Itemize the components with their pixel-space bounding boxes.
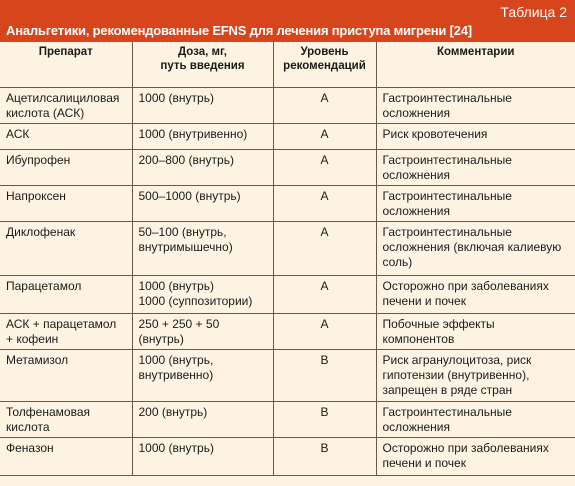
table-head-row — [0, 42, 575, 88]
table-body — [0, 88, 575, 476]
dose-cell: 200 (внутрь) — [132, 402, 273, 438]
level-cell: B — [273, 402, 376, 438]
drug-cell: АСК — [0, 124, 132, 150]
dose-cell: 1000 (внутривенно) — [132, 124, 273, 150]
level-cell: A — [273, 314, 376, 350]
drug-cell: АСК + парацетамол + кофеин — [0, 314, 132, 350]
column-header-drug: Препарат — [0, 42, 132, 88]
table-row — [0, 88, 575, 124]
table-number: Таблица 2 — [500, 4, 567, 20]
drug-cell: Феназон — [0, 438, 132, 476]
comment-cell: Гастроинтестинальные осложнения — [376, 150, 575, 186]
drug-cell: Толфенамовая кислота — [0, 402, 132, 438]
comment-cell: Гастроинтестинальные осложнения — [376, 88, 575, 124]
comment-cell: Гастроинтестинальные осложнения (включая калиевую соль) — [376, 222, 575, 276]
column-header-comment: Комментарии — [376, 42, 575, 88]
comment-cell: Гастроинтестинальные осложнения — [376, 186, 575, 222]
dose-cell: 1000 (внутрь) 1000 (суппозитории) — [132, 276, 273, 314]
table-title: Анальгетики, рекомендованные EFNS для лечения приступа мигрени [24] — [6, 23, 472, 38]
drug-cell: Диклофенак — [0, 222, 132, 276]
comment-cell: Побочные эффекты компонентов — [376, 314, 575, 350]
drug-cell: Парацетамол — [0, 276, 132, 314]
dose-cell: 250 + 250 + 50 (внутрь) — [132, 314, 273, 350]
level-cell: A — [273, 186, 376, 222]
table-row — [0, 124, 575, 150]
table-row — [0, 314, 575, 350]
drug-cell: Ибупрофен — [0, 150, 132, 186]
table-row — [0, 402, 575, 438]
level-cell: A — [273, 88, 376, 124]
table-row — [0, 350, 575, 402]
drug-cell: Напроксен — [0, 186, 132, 222]
dose-cell: 1000 (внутрь, внутривенно) — [132, 350, 273, 402]
dose-cell: 500–1000 (внутрь) — [132, 186, 273, 222]
level-cell: A — [273, 222, 376, 276]
dose-cell: 200–800 (внутрь) — [132, 150, 273, 186]
level-cell: B — [273, 438, 376, 476]
column-header-dose: Доза, мг, путь введения — [132, 42, 273, 88]
dose-cell: 1000 (внутрь) — [132, 438, 273, 476]
drug-cell: Ацетилсалициловая кислота (АСК) — [0, 88, 132, 124]
table-row — [0, 150, 575, 186]
level-cell: B — [273, 350, 376, 402]
comment-cell: Осторожно при заболеваниях печени и почек — [376, 276, 575, 314]
level-cell: A — [273, 276, 376, 314]
table-row — [0, 438, 575, 476]
level-cell: A — [273, 150, 376, 186]
table-row — [0, 276, 575, 314]
drug-cell: Метамизол — [0, 350, 132, 402]
comment-cell: Риск кровотечения — [376, 124, 575, 150]
comment-cell: Гастроинтестинальные осложнения — [376, 402, 575, 438]
analgesics-table — [0, 42, 575, 476]
dose-cell: 1000 (внутрь) — [132, 88, 273, 124]
table-row — [0, 222, 575, 276]
comment-cell: Осторожно при заболеваниях печени и почек — [376, 438, 575, 476]
comment-cell: Риск агранулоцитоза, риск гипотензии (внутривенно), запрещен в ряде стран — [376, 350, 575, 402]
level-cell: A — [273, 124, 376, 150]
column-header-level: Уровень рекомендаций — [273, 42, 376, 88]
table-header — [0, 0, 575, 42]
table-row — [0, 186, 575, 222]
dose-cell: 50–100 (внутрь, внутримышечно) — [132, 222, 273, 276]
